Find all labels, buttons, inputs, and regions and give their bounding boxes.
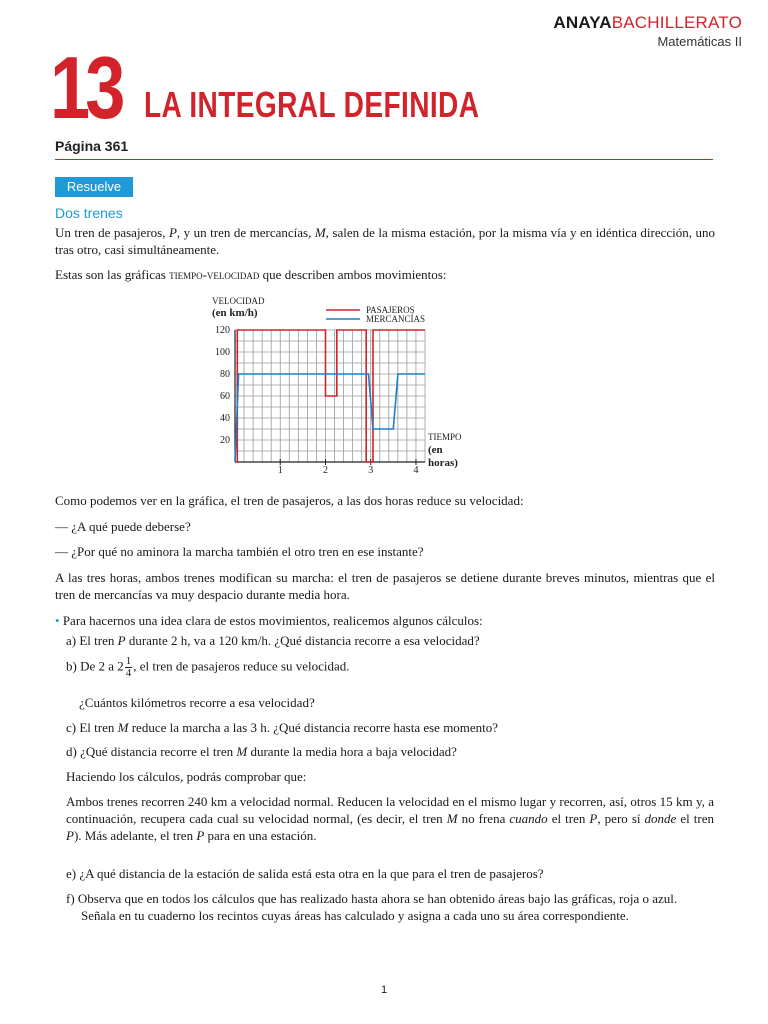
calc-line: Haciendo los cálculos, podrás comprobar que: bbox=[66, 769, 307, 784]
bullet-line: • Para hacernos una idea clara de estos movimientos, realicemos algunos cálculos: bbox=[55, 613, 483, 628]
brand-anaya: ANAYA bbox=[553, 13, 612, 32]
x-tick-label: 3 bbox=[368, 465, 374, 476]
y-tick-label: 60 bbox=[220, 391, 230, 402]
chapter-number: 13 bbox=[50, 38, 121, 137]
brand-bachillerato: BACHILLERATO bbox=[611, 13, 742, 32]
y-tick-label: 80 bbox=[220, 369, 230, 380]
legend-label-1: MERCANCÍAS bbox=[366, 314, 426, 324]
item-d: d) ¿Qué distancia recorre el tren M durante la media hora a baja velocidad? bbox=[66, 744, 457, 759]
section-title: Dos trenes bbox=[55, 205, 123, 221]
speed-time-chart bbox=[200, 292, 500, 476]
x-tick-label: 2 bbox=[322, 465, 328, 476]
three-hours-paragraph: A las tres horas, ambos trenes modifican su marcha: el tren de pasajeros se detiene durante breves minutos, mientras que el tren de mercancías va muy despacio durante media hora. bbox=[55, 570, 715, 602]
y-tick-label: 20 bbox=[220, 435, 230, 446]
item-c: c) El tren M reduce la marcha a las 3 h. ¿Qué distancia recorre hasta ese momento? bbox=[66, 720, 499, 735]
item-e: e) ¿A qué distancia de la estación de salida está esta otra en la que para el tren de pasajeros? bbox=[66, 866, 544, 881]
item-f: f) Observa que en todos los cálculos que has realizado hasta ahora se han obtenido áreas bajo las gráficas, roja o azul. Señala en tu cuaderno los recintos cuyas áreas has calculado y asigna a cada uno su área correspondiente. bbox=[66, 891, 678, 923]
resuelve-badge: Resuelve bbox=[55, 177, 133, 197]
fraction-one-quarter: $\frac{1}{4}$ bbox=[125, 655, 132, 679]
y-tick-label: 100 bbox=[215, 347, 230, 358]
publisher-brand bbox=[553, 14, 742, 49]
y-tick-label: 40 bbox=[220, 413, 230, 424]
intro-paragraph: Un tren de pasajeros, P, y un tren de mercancías, M, salen de la misma estación, por la misma vía y en idéntica dirección, uno tras otro, casi simultáneamente. bbox=[55, 225, 715, 257]
x-axis-unit-line2: horas) bbox=[428, 457, 458, 469]
y-axis-title: VELOCIDAD bbox=[212, 296, 265, 306]
brand-subject: Matemáticas II bbox=[657, 34, 742, 49]
y-axis-unit: (en km/h) bbox=[212, 307, 258, 319]
header-rule bbox=[55, 159, 713, 160]
bullet-icon: • bbox=[55, 613, 60, 628]
item-b: b) De 2 a 2 $\frac{1}{4}$ , el tren de pasajeros reduce su velocidad. bbox=[66, 655, 350, 679]
x-tick-label: 1 bbox=[277, 465, 283, 476]
question-2: — ¿Por qué no aminora la marcha también el otro tren en ese instante? bbox=[55, 544, 424, 559]
item-a: a) El tren P durante 2 h, va a 120 km/h. ¿Qué distancia recorre a esa velocidad? bbox=[66, 633, 480, 648]
x-tick-label: 4 bbox=[413, 465, 419, 476]
question-1: — ¿A qué puede deberse? bbox=[55, 519, 191, 534]
graphs-line: Estas son las gráficas tiempo-velocidad que describen ambos movimientos: bbox=[55, 267, 447, 282]
x-axis-title: TIEMPO bbox=[428, 432, 462, 442]
reduction-paragraph: Como podemos ver en la gráfica, el tren de pasajeros, a las dos horas reduce su velocidad: bbox=[55, 493, 524, 508]
legend-label-0: PASAJEROS bbox=[366, 305, 415, 315]
y-tick-label: 120 bbox=[215, 325, 230, 336]
chapter-title: LA INTEGRAL DEFINIDA bbox=[144, 84, 480, 125]
item-b-question: ¿Cuántos kilómetros recorre a esa velocidad? bbox=[79, 695, 315, 710]
x-axis-unit-line1: (en bbox=[428, 444, 443, 456]
page-number: 1 bbox=[380, 984, 388, 996]
page-label: Página 361 bbox=[55, 138, 129, 154]
summary-paragraph: Ambos trenes recorren 240 km a velocidad normal. Reducen la velocidad en el mismo lugar y recorren, así, otros 15 km y, a continuación, recupera cada cual su velocidad normal, (es decir, el tren M no frena cuando el tren P, pero sí donde el tren P). Más adelante, el tren P para en una estación. bbox=[66, 794, 714, 843]
